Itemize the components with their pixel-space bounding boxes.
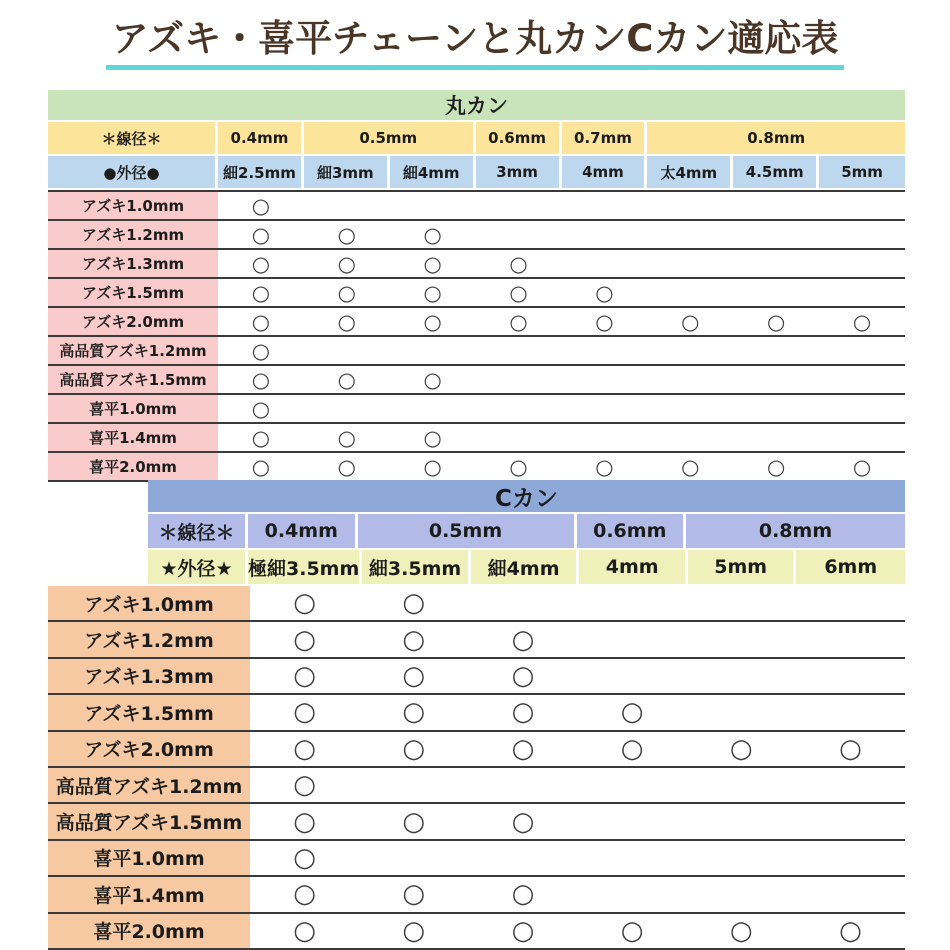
compatibility-mark [687, 659, 796, 693]
wire-col-header: 0.8mm [647, 122, 905, 154]
compatibility-mark [562, 250, 648, 277]
compatibility-mark: ○ [293, 770, 316, 801]
compatibility-mark: ○ [293, 624, 316, 655]
chain-row-label: 喜平1.0mm [48, 395, 218, 422]
compatibility-mark: ○ [293, 879, 316, 910]
compatibility-mark [647, 279, 733, 306]
compatibility-mark: ○ [620, 915, 644, 946]
compatibility-mark [390, 395, 476, 422]
wire-col-header: 0.5mm [304, 122, 476, 154]
compatibility-mark [819, 337, 905, 364]
compatibility-mark: ○ [423, 222, 442, 247]
compatibility-mark [577, 841, 686, 875]
compatibility-mark [476, 192, 562, 219]
compatibility-mark [476, 424, 562, 451]
outer-col-header: 6mm [796, 550, 905, 584]
wire-col-header: 0.4mm [248, 514, 358, 548]
table-row [48, 732, 905, 768]
compatibility-mark [687, 586, 796, 620]
compatibility-mark [562, 192, 648, 219]
compatibility-mark [733, 250, 819, 277]
compatibility-mark [476, 366, 562, 393]
compatibility-mark: ○ [767, 454, 786, 479]
compatibility-mark: ○ [251, 338, 271, 363]
compatibility-mark [733, 279, 819, 306]
compatibility-mark [733, 366, 819, 393]
table-row [48, 622, 905, 658]
compatibility-mark: ○ [511, 660, 535, 691]
compatibility-mark: ○ [852, 309, 872, 334]
maru-kan-table-body [48, 190, 905, 482]
table-row [48, 279, 905, 308]
compatibility-mark: ○ [681, 309, 700, 334]
compatibility-mark [687, 622, 796, 656]
table-row [48, 877, 905, 913]
chain-row-label: アズキ1.2mm [48, 221, 218, 248]
compatibility-mark [577, 586, 686, 620]
compatibility-mark: ○ [402, 915, 426, 946]
outer-diameter-label: ●外径● [48, 156, 218, 188]
table-row [48, 395, 905, 424]
outer-col-header: 細4mm [390, 156, 476, 188]
compatibility-mark [577, 622, 686, 656]
compatibility-mark [796, 659, 905, 693]
compatibility-mark [819, 395, 905, 422]
compatibility-mark [562, 395, 648, 422]
chain-row-label: アズキ2.0mm [48, 308, 218, 335]
compatibility-mark: ○ [509, 454, 528, 479]
chain-row-label: アズキ1.3mm [48, 250, 218, 277]
compatibility-mark: ○ [729, 915, 753, 946]
wire-col-header: 0.8mm [686, 514, 905, 548]
compatibility-mark: ○ [509, 251, 528, 276]
chain-row-label: 喜平1.0mm [48, 841, 250, 875]
compatibility-mark: ○ [402, 588, 426, 619]
compatibility-mark: ○ [423, 425, 442, 450]
compatibility-mark: ○ [402, 624, 426, 655]
compatibility-mark [796, 804, 905, 838]
compatibility-mark: ○ [511, 879, 535, 910]
wire-diameter-label: ＊線径＊ [148, 514, 248, 548]
chain-row-label: アズキ1.2mm [48, 622, 250, 656]
compatibility-mark [796, 841, 905, 875]
compatibility-mark: ○ [251, 396, 271, 421]
compatibility-mark: ○ [509, 280, 528, 305]
c-kan-title-row [148, 480, 905, 514]
wire-col-header: 0.7mm [562, 122, 648, 154]
compatibility-mark [476, 395, 562, 422]
compatibility-mark: ○ [767, 309, 786, 334]
compatibility-mark [562, 337, 648, 364]
compatibility-mark [733, 337, 819, 364]
compatibility-mark: ○ [423, 309, 442, 334]
compatibility-mark: ○ [839, 915, 862, 946]
outer-col-header: 太4mm [647, 156, 733, 188]
compatibility-mark [819, 250, 905, 277]
c-kan-table-title: Cカン [495, 486, 558, 512]
compatibility-mark [733, 192, 819, 219]
compatibility-mark [468, 586, 577, 620]
compatibility-mark [819, 221, 905, 248]
table-row [48, 586, 905, 622]
compatibility-mark: ○ [511, 624, 535, 655]
chain-row-label: 高品質アズキ1.5mm [48, 804, 250, 838]
compatibility-mark [577, 804, 686, 838]
compatibility-mark [796, 877, 905, 911]
compatibility-mark: ○ [511, 697, 535, 728]
c-outer-diameter-row [148, 550, 905, 586]
c-wire-diameter-row [148, 514, 905, 550]
compatibility-mark: ○ [337, 251, 356, 276]
compatibility-mark: ○ [839, 733, 862, 764]
table-row [48, 841, 905, 877]
compatibility-mark [796, 586, 905, 620]
compatibility-mark [468, 768, 577, 802]
compatibility-mark: ○ [595, 280, 614, 305]
compatibility-mark: ○ [251, 454, 271, 479]
compatibility-mark: ○ [511, 806, 535, 837]
wire-col-header: 0.5mm [358, 514, 577, 548]
compatibility-mark: ○ [251, 251, 271, 276]
compatibility-mark [819, 424, 905, 451]
compatibility-mark: ○ [251, 367, 271, 392]
page-title: アズキ・喜平チェーンと丸カンCカン適応表 [106, 16, 845, 70]
compatibility-mark: ○ [251, 222, 271, 247]
compatibility-mark: ○ [595, 454, 614, 479]
c-kan-table-header [148, 480, 905, 586]
compatibility-mark [796, 622, 905, 656]
outer-col-header: 5mm [819, 156, 905, 188]
compatibility-mark [359, 841, 468, 875]
compatibility-mark [647, 192, 733, 219]
wire-col-header: 0.4mm [218, 122, 304, 154]
compatibility-mark [476, 221, 562, 248]
wire-diameter-label: ＊線径＊ [48, 122, 218, 154]
chain-row-label: アズキ1.5mm [48, 279, 218, 306]
compatibility-mark [647, 366, 733, 393]
maru-kan-title-row [48, 90, 905, 122]
wire-col-header: 0.6mm [577, 514, 687, 548]
outer-col-header: 4mm [579, 550, 688, 584]
compatibility-mark: ○ [852, 454, 872, 479]
compatibility-mark [562, 366, 648, 393]
chain-row-label: アズキ1.0mm [48, 586, 250, 620]
compatibility-mark: ○ [293, 660, 316, 691]
compatibility-mark: ○ [509, 309, 528, 334]
maru-wire-diameter-row [48, 122, 905, 156]
compatibility-mark: ○ [402, 697, 426, 728]
compatibility-mark [647, 337, 733, 364]
compatibility-mark: ○ [337, 280, 356, 305]
compatibility-mark: ○ [423, 454, 442, 479]
table-row [48, 453, 905, 482]
table-row [48, 914, 905, 950]
compatibility-mark: ○ [511, 733, 535, 764]
table-row [48, 366, 905, 395]
compatibility-mark [687, 841, 796, 875]
compatibility-mark: ○ [293, 733, 316, 764]
compatibility-mark: ○ [402, 806, 426, 837]
compatibility-mark [577, 659, 686, 693]
compatibility-mark: ○ [402, 660, 426, 691]
title-bar [0, 16, 950, 70]
compatibility-mark: ○ [337, 309, 356, 334]
compatibility-mark [733, 395, 819, 422]
outer-col-header: 5mm [688, 550, 797, 584]
compatibility-mark: ○ [620, 733, 644, 764]
outer-col-header: 細2.5mm [218, 156, 304, 188]
compatibility-mark: ○ [293, 915, 316, 946]
compatibility-mark [390, 337, 476, 364]
compatibility-mark [647, 250, 733, 277]
compatibility-mark: ○ [402, 733, 426, 764]
outer-col-header: 細3.5mm [362, 550, 471, 584]
compatibility-mark: ○ [681, 454, 700, 479]
outer-col-header: 極細3.5mm [248, 550, 362, 584]
compatibility-mark [733, 221, 819, 248]
compatibility-mark [796, 695, 905, 729]
compatibility-mark [476, 337, 562, 364]
compatibility-mark [647, 395, 733, 422]
compatibility-mark [647, 221, 733, 248]
table-row [48, 804, 905, 840]
compatibility-mark: ○ [251, 309, 271, 334]
chain-row-label: 喜平1.4mm [48, 877, 250, 911]
compatibility-mark: ○ [423, 280, 442, 305]
compatibility-mark [562, 221, 648, 248]
compatibility-mark [687, 695, 796, 729]
table-row [48, 250, 905, 279]
table-row [48, 768, 905, 804]
compatibility-mark [733, 424, 819, 451]
compatibility-mark: ○ [620, 697, 644, 728]
compatibility-mark: ○ [423, 251, 442, 276]
compatibility-mark [577, 877, 686, 911]
compatibility-mark [468, 841, 577, 875]
table-row [48, 695, 905, 731]
chain-row-label: 高品質アズキ1.2mm [48, 337, 218, 364]
compatibility-mark [577, 768, 686, 802]
compatibility-mark [687, 877, 796, 911]
table-row [48, 424, 905, 453]
chain-row-label: 喜平1.4mm [48, 424, 218, 451]
compatibility-mark: ○ [337, 367, 356, 392]
compatibility-mark [359, 768, 468, 802]
chain-row-label: アズキ1.5mm [48, 695, 250, 729]
compatibility-mark [304, 192, 390, 219]
compatibility-mark [562, 424, 648, 451]
maru-outer-diameter-row [48, 156, 905, 190]
compatibility-mark [819, 192, 905, 219]
compatibility-mark [796, 768, 905, 802]
outer-col-header: 3mm [476, 156, 562, 188]
compatibility-mark [819, 366, 905, 393]
compatibility-mark: ○ [293, 842, 316, 873]
chain-row-label: 喜平2.0mm [48, 914, 250, 948]
chain-row-label: アズキ1.0mm [48, 192, 218, 219]
table-row [48, 659, 905, 695]
chain-row-label: 高品質アズキ1.2mm [48, 768, 250, 802]
maru-kan-table-title: 丸カン [445, 94, 508, 118]
compatibility-mark: ○ [337, 425, 356, 450]
compatibility-mark: ○ [251, 425, 271, 450]
compatibility-mark: ○ [423, 367, 442, 392]
outer-col-header: 細4mm [471, 550, 580, 584]
table-row [48, 221, 905, 250]
outer-col-header: 4mm [562, 156, 648, 188]
compatibility-mark: ○ [337, 454, 356, 479]
outer-diameter-label: ★外径★ [148, 550, 248, 584]
compatibility-mark: ○ [595, 309, 614, 334]
compatibility-mark [687, 768, 796, 802]
chain-row-label: アズキ1.3mm [48, 659, 250, 693]
compatibility-mark: ○ [402, 879, 426, 910]
compatibility-mark [390, 192, 476, 219]
table-row [48, 308, 905, 337]
outer-col-header: 4.5mm [733, 156, 819, 188]
chain-row-label: アズキ2.0mm [48, 732, 250, 766]
table-row [48, 192, 905, 221]
table-row [48, 337, 905, 366]
compatibility-mark [304, 337, 390, 364]
compatibility-mark [647, 424, 733, 451]
compatibility-mark [687, 804, 796, 838]
compatibility-mark: ○ [729, 733, 753, 764]
chain-row-label: 喜平2.0mm [48, 453, 218, 480]
c-kan-table-body [48, 586, 905, 950]
compatibility-mark: ○ [293, 588, 316, 619]
maru-kan-table [48, 90, 905, 482]
wire-col-header: 0.6mm [476, 122, 562, 154]
compatibility-mark: ○ [293, 697, 316, 728]
compatibility-mark: ○ [337, 222, 356, 247]
compatibility-mark: ○ [511, 915, 535, 946]
outer-col-header: 細3mm [304, 156, 390, 188]
compatibility-mark: ○ [251, 193, 271, 218]
compatibility-mark [304, 395, 390, 422]
compatibility-mark: ○ [293, 806, 316, 837]
compatibility-mark: ○ [251, 280, 271, 305]
chain-row-label: 高品質アズキ1.5mm [48, 366, 218, 393]
compatibility-mark [819, 279, 905, 306]
